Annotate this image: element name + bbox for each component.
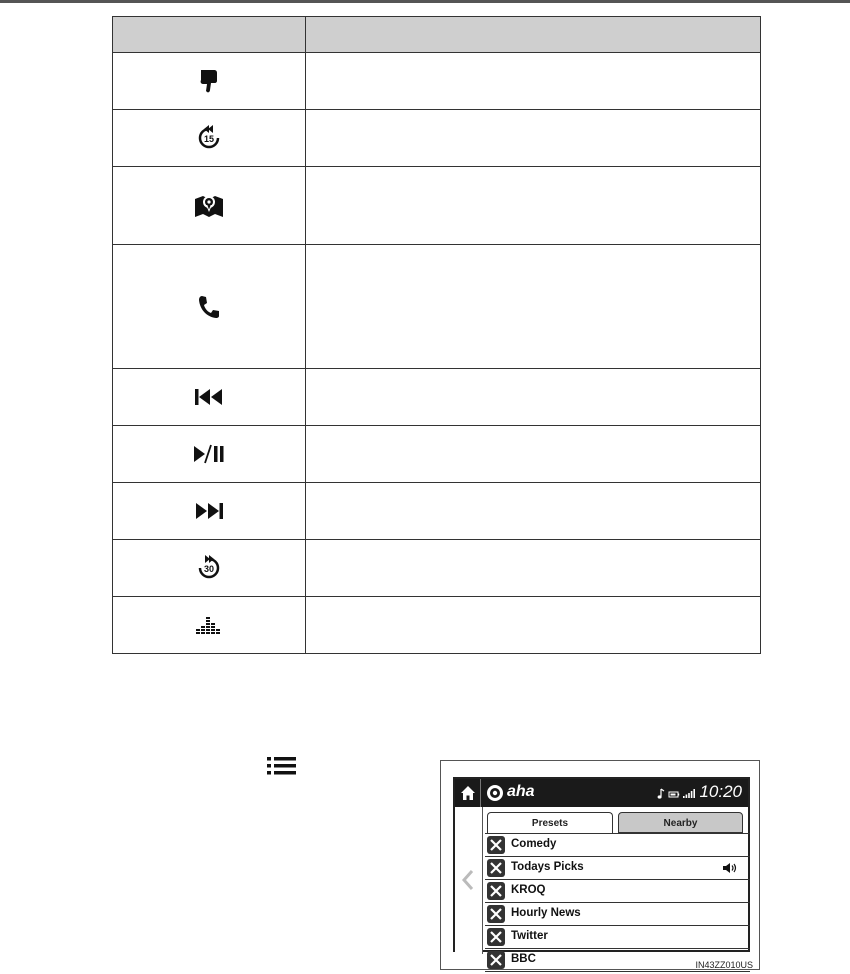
home-icon — [460, 785, 476, 801]
row-description — [306, 110, 761, 167]
station-icon — [487, 905, 505, 923]
list-item-label: Hourly News — [511, 907, 581, 919]
table-header-icon — [113, 17, 306, 53]
table-row — [113, 110, 761, 167]
station-icon — [487, 951, 505, 969]
row-description — [306, 540, 761, 597]
status-icons — [657, 788, 697, 800]
table-row — [113, 245, 761, 369]
icon-function-table — [112, 16, 761, 654]
table-header-function — [306, 17, 761, 53]
table-header-row — [113, 17, 761, 53]
row-description — [306, 369, 761, 426]
preset-list — [485, 833, 750, 965]
figure-code: IN43ZZ010US — [695, 960, 753, 970]
home-button[interactable] — [455, 779, 481, 807]
equalizer-icon — [195, 614, 223, 636]
list-item[interactable] — [485, 903, 750, 926]
thumbs-down-icon — [198, 68, 220, 94]
phone-icon — [198, 295, 220, 319]
back-button[interactable] — [455, 807, 483, 954]
table-row — [113, 167, 761, 245]
aha-screen — [453, 777, 750, 965]
aha-logo-icon — [486, 784, 504, 802]
station-icon — [487, 882, 505, 900]
row-description — [306, 245, 761, 369]
svg-text:15: 15 — [203, 134, 215, 144]
play-pause-icon — [192, 443, 226, 465]
table-row — [113, 53, 761, 110]
forward-30-icon — [196, 555, 222, 581]
list-menu-icon — [266, 756, 298, 776]
row-description — [306, 53, 761, 110]
svg-text:30: 30 — [203, 564, 215, 574]
list-item-label: KROQ — [511, 884, 546, 896]
list-item[interactable] — [485, 857, 750, 880]
app-name: aha — [507, 783, 535, 800]
skip-forward-icon — [194, 502, 224, 520]
row-description — [306, 597, 761, 654]
top-rule — [0, 0, 850, 3]
row-description — [306, 167, 761, 245]
list-item-label: Twitter — [511, 930, 548, 942]
station-icon — [487, 859, 505, 877]
table-row — [113, 540, 761, 597]
screenshot-frame — [440, 760, 760, 970]
map-pin-icon — [194, 193, 224, 219]
list-item[interactable] — [485, 926, 750, 949]
list-item-label: Comedy — [511, 838, 557, 850]
list-item-label: Todays Picks — [511, 861, 584, 873]
table-row — [113, 426, 761, 483]
row-description — [306, 426, 761, 483]
table-row — [113, 369, 761, 426]
music-note-icon — [658, 789, 664, 799]
speaker-icon — [722, 862, 738, 874]
signal-icon — [683, 789, 695, 798]
status-bar — [455, 779, 748, 807]
list-item-label: BBC — [511, 953, 536, 965]
list-item[interactable] — [485, 880, 750, 903]
row-description — [306, 483, 761, 540]
tab-nearby[interactable]: Nearby — [618, 812, 743, 833]
table-row — [113, 597, 761, 654]
battery-icon — [669, 792, 679, 797]
station-icon — [487, 928, 505, 946]
clock: 10:20 — [699, 782, 742, 801]
list-item[interactable] — [485, 834, 750, 857]
rewind-15-icon — [196, 125, 222, 151]
chevron-left-icon — [462, 869, 474, 891]
skip-back-icon — [194, 388, 224, 406]
station-icon — [487, 836, 505, 854]
table-row — [113, 483, 761, 540]
tab-presets[interactable]: Presets — [487, 812, 613, 834]
